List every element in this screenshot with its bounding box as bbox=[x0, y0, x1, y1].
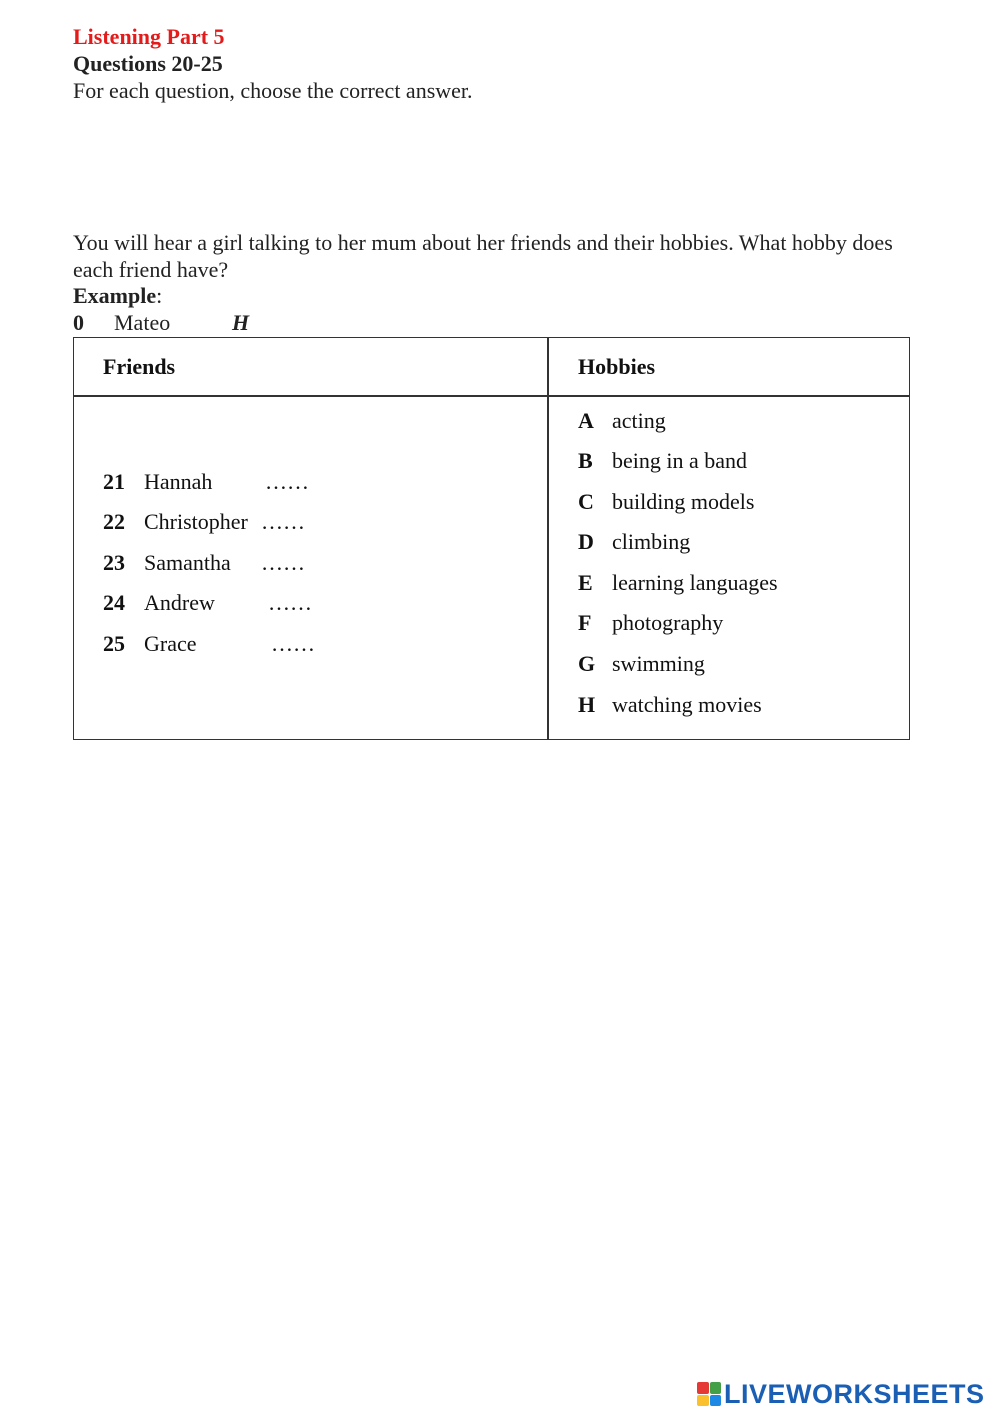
friend-number: 23 bbox=[103, 550, 125, 575]
example-number: 0 bbox=[73, 310, 84, 335]
logo-square bbox=[710, 1395, 722, 1407]
hobby-text: building models bbox=[612, 489, 755, 514]
hobby-letter: G bbox=[578, 651, 596, 676]
example-name: Mateo bbox=[114, 310, 171, 335]
hobby-letter: F bbox=[578, 610, 592, 635]
hobby-text: photography bbox=[612, 610, 724, 635]
friend-item bbox=[103, 631, 315, 657]
answer-blank[interactable]: …… bbox=[261, 550, 305, 575]
example-label-text: Example bbox=[73, 283, 157, 308]
friend-item bbox=[103, 469, 309, 495]
questions-range: Questions 20-25 bbox=[73, 51, 223, 76]
logo-square bbox=[697, 1382, 709, 1394]
friend-name: Christopher bbox=[144, 509, 248, 534]
hobby-option bbox=[578, 651, 705, 677]
answer-blank[interactable]: …… bbox=[268, 590, 312, 615]
matching-table bbox=[73, 337, 910, 740]
friend-name: Hannah bbox=[144, 469, 213, 494]
hobby-text: climbing bbox=[612, 529, 691, 554]
hobby-letter: B bbox=[578, 448, 593, 473]
answer-blank[interactable]: …… bbox=[265, 469, 309, 494]
hobby-option bbox=[578, 408, 666, 434]
instruction-text: For each question, choose the correct answer. bbox=[73, 78, 473, 103]
hobby-letter: C bbox=[578, 489, 594, 514]
friend-name: Andrew bbox=[144, 590, 215, 615]
column-divider bbox=[547, 338, 549, 739]
friend-number: 25 bbox=[103, 631, 125, 656]
hobby-option bbox=[578, 529, 690, 555]
hobby-letter: E bbox=[578, 570, 593, 595]
hobby-option bbox=[578, 570, 778, 596]
hobby-option bbox=[578, 489, 754, 515]
liveworksheets-logo[interactable] bbox=[697, 1377, 985, 1411]
hobby-option bbox=[578, 448, 747, 474]
hobby-text: watching movies bbox=[612, 692, 762, 717]
answer-blank[interactable]: …… bbox=[261, 509, 305, 534]
hobby-text: being in a band bbox=[612, 448, 748, 473]
hobby-letter: H bbox=[578, 692, 596, 717]
section-title: Listening Part 5 bbox=[73, 24, 225, 49]
example-row bbox=[73, 310, 249, 336]
example-answer: H bbox=[232, 310, 250, 335]
logo-square bbox=[710, 1382, 722, 1394]
friend-number: 21 bbox=[103, 469, 125, 494]
hobby-text: swimming bbox=[612, 651, 705, 676]
intro-text: You will hear a girl talking to her mum about her friends and their hobbies. What hobby does each friend have? bbox=[73, 230, 893, 282]
hobby-text: learning languages bbox=[612, 570, 778, 595]
logo-mark-icon bbox=[697, 1382, 721, 1406]
example-colon: : bbox=[156, 283, 163, 308]
hobbies-header: Hobbies bbox=[578, 354, 656, 379]
hobby-text: acting bbox=[612, 408, 666, 433]
friends-header: Friends bbox=[103, 354, 176, 379]
hobby-letter: A bbox=[578, 408, 594, 433]
logo-square bbox=[697, 1395, 709, 1407]
friend-item bbox=[103, 590, 312, 616]
hobby-option bbox=[578, 692, 762, 718]
friend-item bbox=[103, 509, 305, 535]
hobby-letter: D bbox=[578, 529, 594, 554]
friend-name: Grace bbox=[144, 631, 197, 656]
header-divider bbox=[74, 395, 909, 397]
answer-blank[interactable]: …… bbox=[271, 631, 315, 656]
logo-text: LIVEWORKSHEETS bbox=[724, 1378, 985, 1409]
hobby-option bbox=[578, 610, 723, 636]
friend-name: Samantha bbox=[144, 550, 231, 575]
friend-number: 24 bbox=[103, 590, 125, 615]
example-label bbox=[73, 283, 162, 309]
friend-number: 22 bbox=[103, 509, 125, 534]
friend-item bbox=[103, 550, 305, 576]
